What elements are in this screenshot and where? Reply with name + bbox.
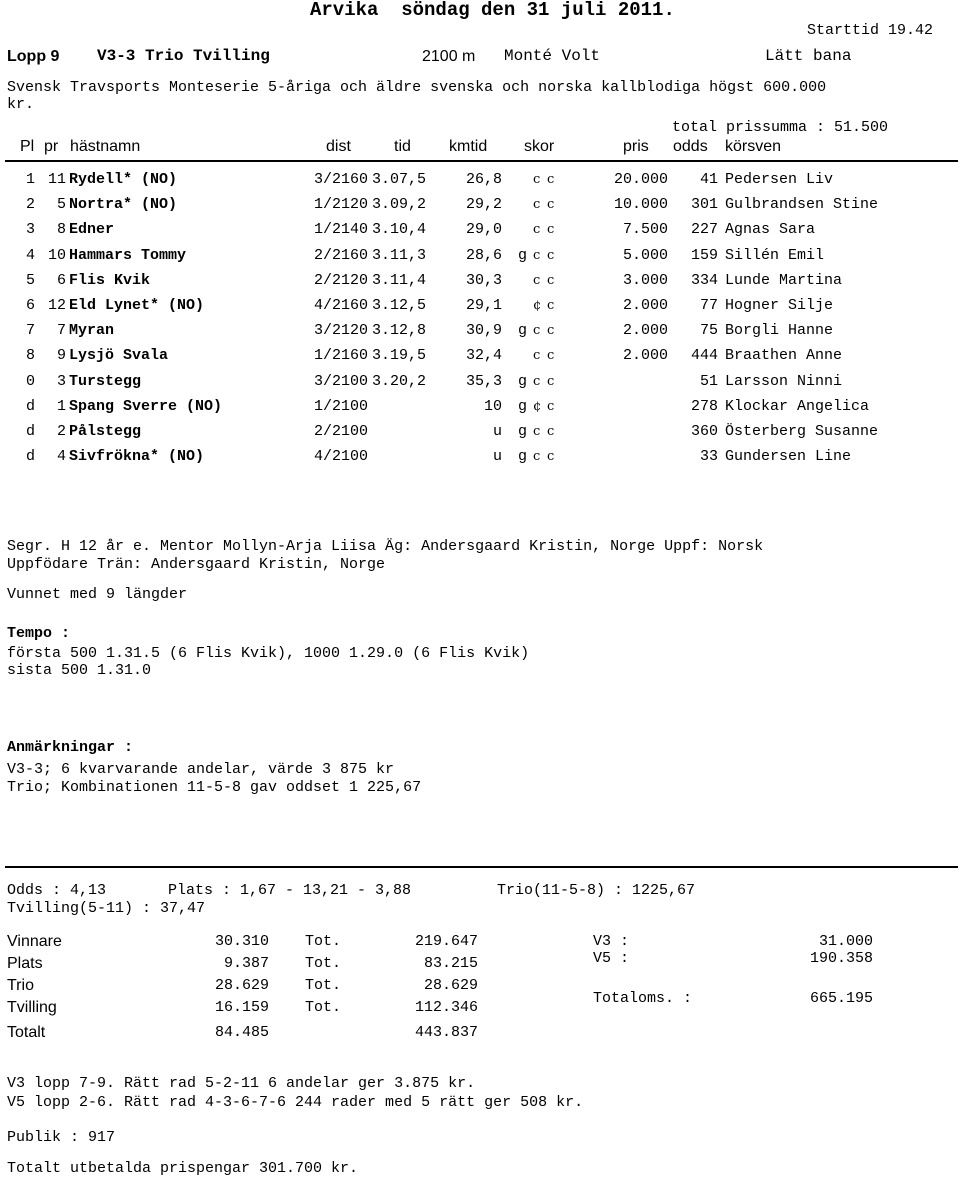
row-prize: 20.000 bbox=[613, 171, 668, 188]
row-odds: 227 bbox=[690, 221, 718, 238]
row-odds: 444 bbox=[690, 347, 718, 364]
row-prize: 5.000 bbox=[622, 247, 668, 264]
race-distance: 2100 m bbox=[422, 48, 476, 65]
race-type: Monté Volt bbox=[504, 47, 601, 65]
notes-line1: V3-3; 6 kvarvarande andelar, värde 3 875 kr bbox=[7, 761, 395, 778]
row-program-number: 2 bbox=[56, 423, 66, 440]
row-shoe-front: c bbox=[533, 273, 541, 288]
row-distance: 2/2160 bbox=[314, 247, 369, 264]
row-time: 3.07,5 bbox=[372, 171, 427, 188]
col-pl: Pl bbox=[20, 138, 35, 155]
row-driver: Pedersen Liv bbox=[725, 171, 834, 188]
row-horse-name: Sivfrökna* (NO) bbox=[69, 448, 205, 465]
row-km-time: 30,3 bbox=[465, 272, 502, 289]
row-gear: g bbox=[518, 398, 528, 415]
row-horse-name: Pålstegg bbox=[69, 423, 142, 440]
row-distance: 4/2100 bbox=[314, 448, 369, 465]
row-distance: 1/2160 bbox=[314, 347, 369, 364]
row-gear: g bbox=[518, 423, 528, 440]
row-driver: Lunde Martina bbox=[725, 272, 843, 289]
row-shoe-front: c bbox=[533, 449, 541, 464]
row-shoe-back: c bbox=[547, 449, 555, 464]
odds-divider bbox=[5, 866, 958, 868]
row-shoe-front: c bbox=[533, 374, 541, 389]
row-distance: 3/2100 bbox=[314, 373, 369, 390]
turnover-total: 443.837 bbox=[414, 1024, 478, 1041]
v5-value: 190.358 bbox=[809, 950, 873, 967]
row-gear: g bbox=[518, 448, 528, 465]
row-distance: 1/2120 bbox=[314, 196, 369, 213]
row-program-number: 9 bbox=[56, 347, 66, 364]
row-odds: 51 bbox=[699, 373, 718, 390]
track-condition: Lätt bana bbox=[765, 47, 852, 65]
turnover-tot-label: Tot. bbox=[305, 933, 342, 950]
totaloms-label: Totaloms. : bbox=[593, 990, 693, 1007]
turnover-value: 84.485 bbox=[214, 1024, 269, 1041]
winner-info-line1: Segr. H 12 år e. Mentor Mollyn-Arja Liisa Äg: Andersgaard Kristin, Norge Uppf: Norsk bbox=[7, 538, 764, 555]
row-program-number: 11 bbox=[47, 171, 66, 188]
col-skor: skor bbox=[524, 138, 555, 155]
row-distance: 2/2100 bbox=[314, 423, 369, 440]
footer-total-paid: Totalt utbetalda prispengar 301.700 kr. bbox=[7, 1160, 359, 1177]
table-row bbox=[0, 247, 960, 265]
row-driver: Larsson Ninni bbox=[725, 373, 843, 390]
row-horse-name: Lysjö Svala bbox=[69, 347, 169, 364]
row-program-number: 6 bbox=[56, 272, 66, 289]
turnover-value: 16.159 bbox=[214, 999, 269, 1016]
col-dist: dist bbox=[326, 138, 351, 155]
row-placement: 2 bbox=[25, 196, 35, 213]
row-km-time: 30,9 bbox=[465, 322, 502, 339]
row-placement: d bbox=[25, 448, 35, 465]
row-distance: 4/2160 bbox=[314, 297, 369, 314]
row-placement: 0 bbox=[25, 373, 35, 390]
row-horse-name: Hammars Tommy bbox=[69, 247, 187, 264]
row-placement: d bbox=[25, 423, 35, 440]
row-placement: 6 bbox=[25, 297, 35, 314]
race-number: Lopp 9 bbox=[7, 48, 60, 65]
row-program-number: 5 bbox=[56, 196, 66, 213]
row-program-number: 7 bbox=[56, 322, 66, 339]
row-prize: 10.000 bbox=[613, 196, 668, 213]
turnover-label: Vinnare bbox=[7, 933, 62, 950]
race-description: Svensk Travsports Monteserie 5-åriga och äldre svenska och norska kallblodiga högst 600.000 bbox=[7, 79, 827, 96]
row-horse-name: Nortra* (NO) bbox=[69, 196, 178, 213]
row-shoe-back: c bbox=[547, 248, 555, 263]
notes-line2: Trio; Kombinationen 11-5-8 gav oddset 1 225,67 bbox=[7, 779, 422, 796]
row-horse-name: Myran bbox=[69, 322, 115, 339]
turnover-label: Tvilling bbox=[7, 999, 57, 1016]
row-km-time: 35,3 bbox=[465, 373, 502, 390]
turnover-value: 30.310 bbox=[214, 933, 269, 950]
table-row bbox=[0, 297, 960, 315]
row-time: 3.20,2 bbox=[372, 373, 427, 390]
turnover-total: 112.346 bbox=[414, 999, 478, 1016]
row-driver: Hogner Silje bbox=[725, 297, 834, 314]
row-distance: 1/2100 bbox=[314, 398, 369, 415]
row-km-time: 32,4 bbox=[465, 347, 502, 364]
row-program-number: 8 bbox=[56, 221, 66, 238]
row-driver: Borgli Hanne bbox=[725, 322, 834, 339]
row-placement: d bbox=[25, 398, 35, 415]
row-shoe-front: c bbox=[533, 172, 541, 187]
row-time: 3.12,8 bbox=[372, 322, 427, 339]
start-time: Starttid 19.42 bbox=[807, 22, 934, 39]
row-placement: 5 bbox=[25, 272, 35, 289]
row-driver: Klockar Angelica bbox=[725, 398, 870, 415]
turnover-value: 9.387 bbox=[223, 955, 269, 972]
row-driver: Gulbrandsen Stine bbox=[725, 196, 879, 213]
row-driver: Sillén Emil bbox=[725, 247, 825, 264]
row-prize: 2.000 bbox=[622, 297, 668, 314]
col-name: hästnamn bbox=[70, 138, 141, 155]
row-time: 3.09,2 bbox=[372, 196, 427, 213]
row-km-time: 10 bbox=[483, 398, 502, 415]
row-prize: 2.000 bbox=[622, 347, 668, 364]
row-placement: 3 bbox=[25, 221, 35, 238]
row-time: 3.10,4 bbox=[372, 221, 427, 238]
row-distance: 3/2160 bbox=[314, 171, 369, 188]
row-odds: 334 bbox=[690, 272, 718, 289]
row-km-time: u bbox=[492, 423, 502, 440]
row-km-time: 28,6 bbox=[465, 247, 502, 264]
row-shoe-back: c bbox=[547, 424, 555, 439]
row-shoe-back: c bbox=[547, 197, 555, 212]
col-driver: körsven bbox=[725, 138, 782, 155]
turnover-value: 28.629 bbox=[214, 977, 269, 994]
row-km-time: 29,1 bbox=[465, 297, 502, 314]
table-row bbox=[0, 347, 960, 365]
v5-label: V5 : bbox=[593, 950, 630, 967]
row-placement: 4 bbox=[25, 247, 35, 264]
v3-value: 31.000 bbox=[818, 933, 873, 950]
row-horse-name: Eld Lynet* (NO) bbox=[69, 297, 205, 314]
row-prize: 7.500 bbox=[622, 221, 668, 238]
turnover-label: Plats bbox=[7, 955, 43, 972]
row-driver: Agnas Sara bbox=[725, 221, 816, 238]
notes-label: Anmärkningar : bbox=[7, 739, 134, 756]
row-distance: 1/2140 bbox=[314, 221, 369, 238]
winning-margin: Vunnet med 9 längder bbox=[7, 586, 188, 603]
row-odds: 360 bbox=[690, 423, 718, 440]
turnover-tot-label: Tot. bbox=[305, 955, 342, 972]
turnover-tot-label: Tot. bbox=[305, 977, 342, 994]
row-horse-name: Rydell* (NO) bbox=[69, 171, 178, 188]
table-row bbox=[0, 322, 960, 340]
page-title: Arvika söndag den 31 juli 2011. bbox=[310, 0, 675, 21]
tempo-line1: första 500 1.31.5 (6 Flis Kvik), 1000 1.29.0 (6 Flis Kvik) bbox=[7, 645, 530, 662]
turnover-label: Trio bbox=[7, 977, 34, 994]
col-odds: odds bbox=[673, 138, 708, 155]
row-time: 3.12,5 bbox=[372, 297, 427, 314]
tempo-label: Tempo : bbox=[7, 625, 71, 642]
row-shoe-back: c bbox=[547, 348, 555, 363]
row-program-number: 4 bbox=[56, 448, 66, 465]
row-odds: 159 bbox=[690, 247, 718, 264]
tempo-line2: sista 500 1.31.0 bbox=[7, 662, 152, 679]
row-placement: 8 bbox=[25, 347, 35, 364]
table-row bbox=[0, 221, 960, 239]
v3-label: V3 : bbox=[593, 933, 630, 950]
turnover-total: 83.215 bbox=[423, 955, 478, 972]
row-program-number: 12 bbox=[47, 297, 66, 314]
footer-v5: V5 lopp 2-6. Rätt rad 4-3-6-7-6 244 rader med 5 rätt ger 508 kr. bbox=[7, 1094, 584, 1111]
row-km-time: 29,0 bbox=[465, 221, 502, 238]
table-row bbox=[0, 272, 960, 290]
table-row bbox=[0, 196, 960, 214]
row-odds: 77 bbox=[699, 297, 718, 314]
row-placement: 1 bbox=[25, 171, 35, 188]
row-odds: 75 bbox=[699, 322, 718, 339]
row-shoe-back: c bbox=[547, 172, 555, 187]
footer-v3: V3 lopp 7-9. Rätt rad 5-2-11 6 andelar ger 3.875 kr. bbox=[7, 1075, 476, 1092]
row-program-number: 10 bbox=[47, 247, 66, 264]
row-km-time: u bbox=[492, 448, 502, 465]
table-row bbox=[0, 398, 960, 416]
row-program-number: 1 bbox=[56, 398, 66, 415]
row-gear: g bbox=[518, 247, 528, 264]
odds-win: Odds : 4,13 bbox=[7, 882, 107, 899]
table-row bbox=[0, 171, 960, 189]
race-name: V3-3 Trio Tvilling bbox=[97, 47, 270, 65]
totaloms-value: 665.195 bbox=[809, 990, 873, 1007]
col-pr: pr bbox=[44, 138, 59, 155]
total-prize: total prissumma : 51.500 bbox=[672, 119, 889, 136]
row-distance: 2/2120 bbox=[314, 272, 369, 289]
row-prize: 3.000 bbox=[622, 272, 668, 289]
table-row bbox=[0, 423, 960, 441]
table-row bbox=[0, 448, 960, 466]
row-program-number: 3 bbox=[56, 373, 66, 390]
row-shoe-front: c bbox=[533, 323, 541, 338]
row-gear: g bbox=[518, 322, 528, 339]
row-odds: 41 bbox=[699, 171, 718, 188]
row-shoe-front: ¢ bbox=[533, 399, 542, 414]
row-km-time: 26,8 bbox=[465, 171, 502, 188]
row-driver: Gundersen Line bbox=[725, 448, 852, 465]
turnover-total: 28.629 bbox=[423, 977, 478, 994]
row-horse-name: Edner bbox=[69, 221, 115, 238]
row-time: 3.11,3 bbox=[372, 247, 427, 264]
row-shoe-front: c bbox=[533, 424, 541, 439]
row-distance: 3/2120 bbox=[314, 322, 369, 339]
row-km-time: 29,2 bbox=[465, 196, 502, 213]
row-shoe-front: c bbox=[533, 197, 541, 212]
row-time: 3.19,5 bbox=[372, 347, 427, 364]
row-shoe-back: c bbox=[547, 222, 555, 237]
row-shoe-back: c bbox=[547, 273, 555, 288]
col-tid: tid bbox=[394, 138, 411, 155]
row-odds: 301 bbox=[690, 196, 718, 213]
row-prize: 2.000 bbox=[622, 322, 668, 339]
row-horse-name: Flis Kvik bbox=[69, 272, 151, 289]
turnover-label: Totalt bbox=[7, 1024, 46, 1041]
row-shoe-back: c bbox=[547, 323, 555, 338]
row-gear: g bbox=[518, 373, 528, 390]
race-description-cont: kr. bbox=[7, 96, 35, 113]
row-shoe-back: c bbox=[547, 374, 555, 389]
odds-tvilling: Tvilling(5-11) : 37,47 bbox=[7, 900, 206, 917]
row-shoe-front: c bbox=[533, 348, 541, 363]
row-odds: 33 bbox=[699, 448, 718, 465]
row-driver: Österberg Susanne bbox=[725, 423, 879, 440]
footer-publik: Publik : 917 bbox=[7, 1129, 116, 1146]
col-pris: pris bbox=[623, 138, 649, 155]
row-shoe-back: c bbox=[547, 298, 555, 313]
row-placement: 7 bbox=[25, 322, 35, 339]
odds-plats: Plats : 1,67 - 13,21 - 3,88 bbox=[168, 882, 412, 899]
row-shoe-front: ¢ bbox=[533, 298, 542, 313]
turnover-total: 219.647 bbox=[414, 933, 478, 950]
odds-trio: Trio(11-5-8) : 1225,67 bbox=[497, 882, 696, 899]
winner-info-line2: Uppfödare Trän: Andersgaard Kristin, Norge bbox=[7, 556, 386, 573]
row-time: 3.11,4 bbox=[372, 272, 427, 289]
row-odds: 278 bbox=[690, 398, 718, 415]
row-shoe-front: c bbox=[533, 222, 541, 237]
row-horse-name: Spang Sverre (NO) bbox=[69, 398, 223, 415]
row-shoe-back: c bbox=[547, 399, 555, 414]
header-divider bbox=[5, 160, 958, 162]
row-driver: Braathen Anne bbox=[725, 347, 843, 364]
turnover-tot-label: Tot. bbox=[305, 999, 342, 1016]
row-shoe-front: c bbox=[533, 248, 541, 263]
row-horse-name: Turstegg bbox=[69, 373, 142, 390]
col-kmtid: kmtid bbox=[449, 138, 488, 155]
table-row bbox=[0, 373, 960, 391]
